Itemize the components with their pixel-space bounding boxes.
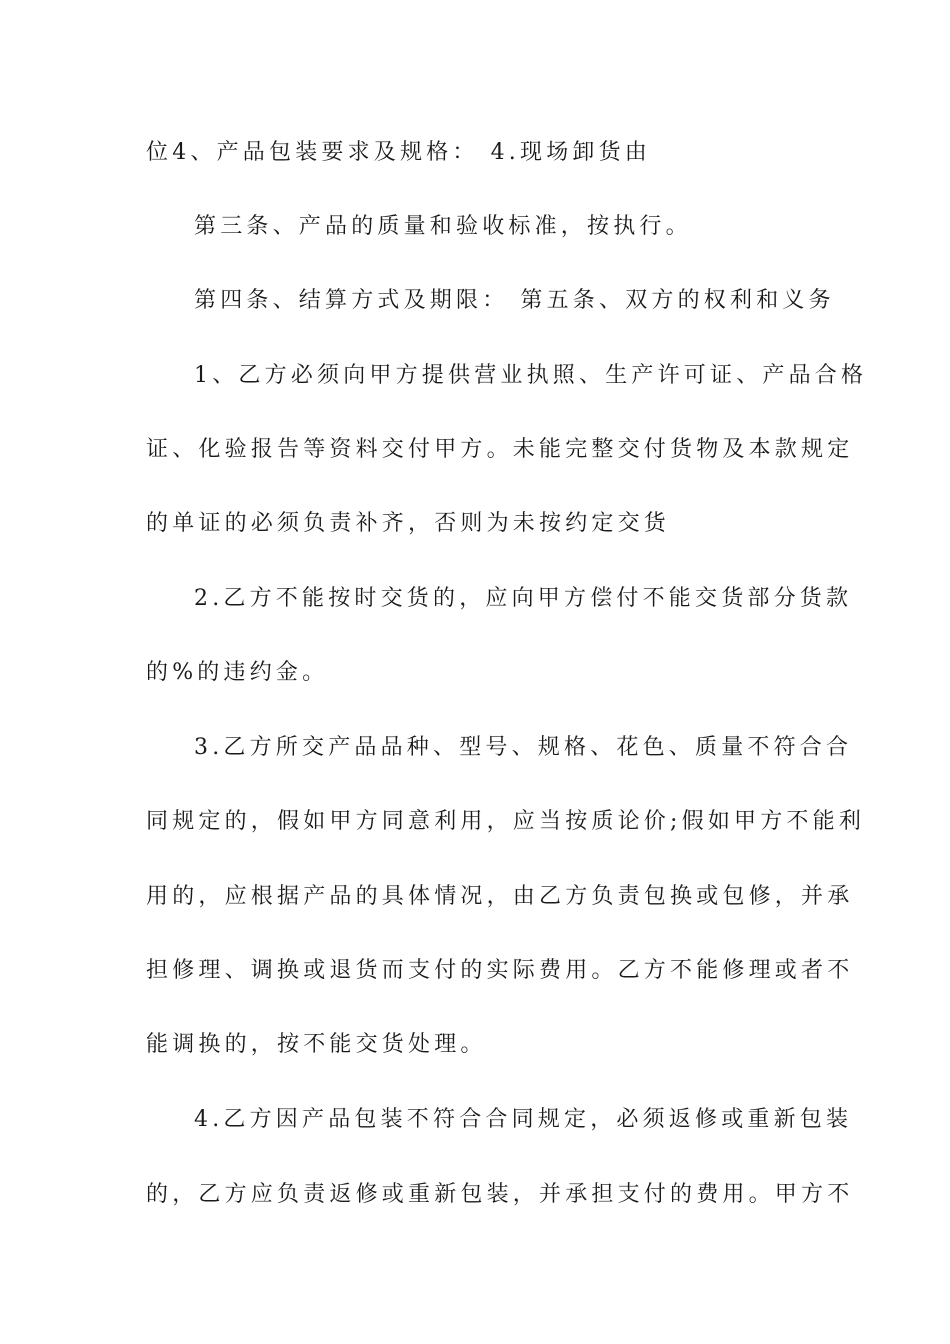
text-line-1 [146,138,816,168]
text-line-10: 同规定的，假如甲方同意利用，应当按质论价;假如甲方不能利 [146,809,866,834]
text-line-15: 的，乙方应负责返修或重新包装，并承担支付的费用。甲方不 [146,1182,854,1207]
text-line-5: 证、化验报告等资料交付甲方。未能完整交付货物及本款规定 [146,437,854,462]
text-line-12: 担修理、调换或退货而支付的实际费用。乙方不能修理或者不 [146,958,854,983]
text-line-9: 3.乙方所交产品品种、型号、规格、花色、质量不符合合 [194,735,853,760]
text-segment: 4.现场卸货由 [490,140,651,165]
text-segment: 第五条、双方的权利和义务 [520,288,835,313]
text-line-6: 的单证的必须负责补齐，否则为未按约定交货 [146,511,671,536]
text-line-7: 2.乙方不能按时交货的，应向甲方偿付不能交货部分货款 [194,586,853,611]
text-segment: 第四条、结算方式及期限： [194,288,509,313]
text-line-4: 1、乙方必须向甲方提供营业执照、生产许可证、产品合格 [194,363,868,388]
text-line-3 [194,286,864,316]
text-line-2: 第三条、产品的质量和验收标准，按执行。 [194,214,692,239]
text-line-8: 的%的违约金。 [146,660,329,685]
text-line-14: 4.乙方因产品包装不符合合同规定，必须返修或重新包装 [194,1107,853,1132]
text-segment: 位4、产品包装要求及规格： [146,140,479,165]
text-line-13: 能调换的，按不能交货处理。 [146,1032,487,1057]
text-line-11: 用的，应根据产品的具体情况，由乙方负责包换或包修，并承 [146,884,854,909]
